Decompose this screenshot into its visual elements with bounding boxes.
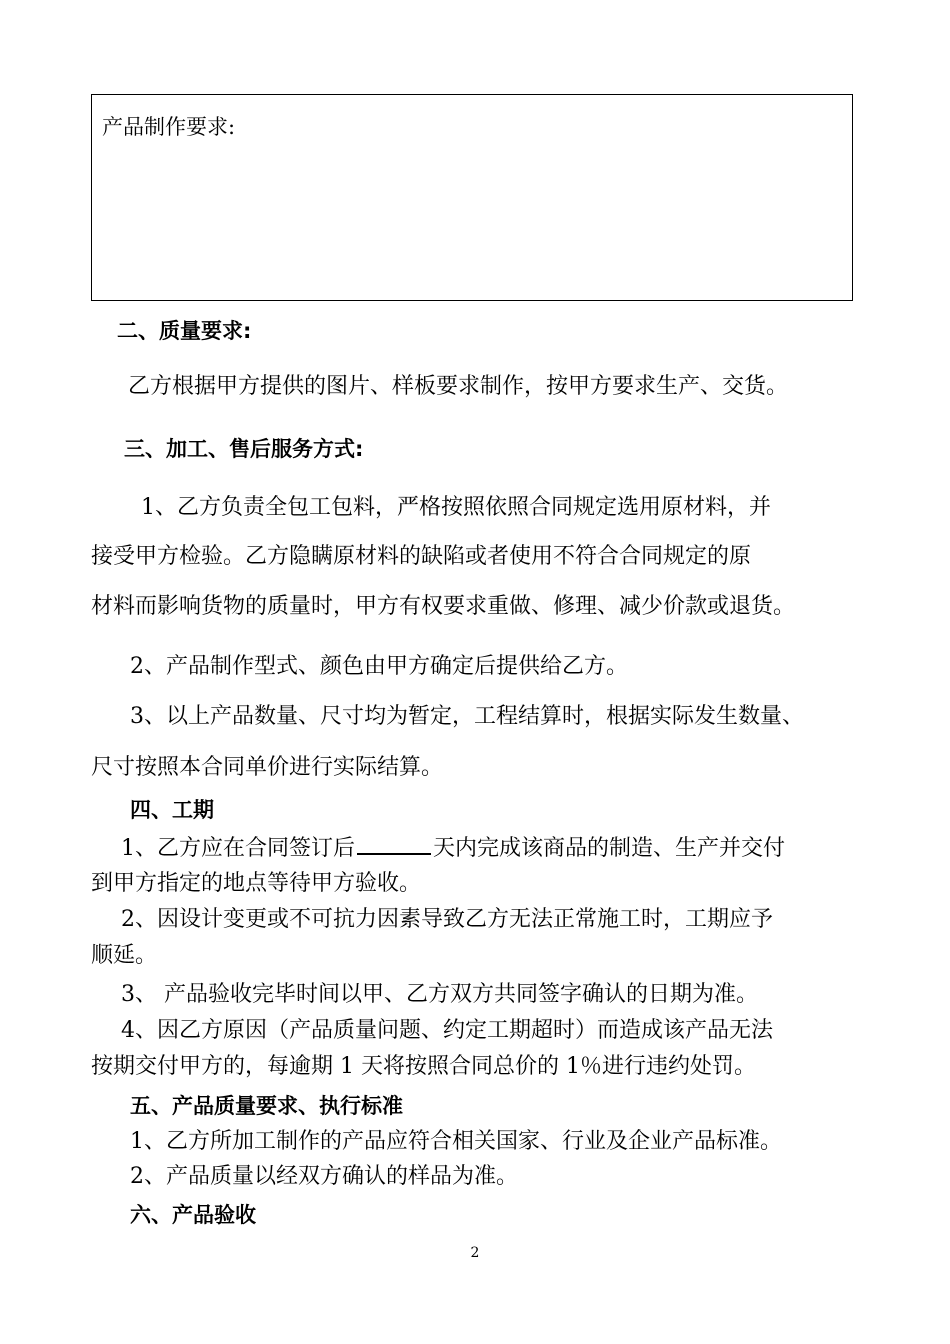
section-4-item-2-line-2: 顺延。	[91, 943, 158, 968]
section-4-item-4-line-1: 4、因乙方原因（产品质量问题、约定工期超时）而造成该产品无法	[121, 1018, 773, 1043]
section-4-heading: 四、工期	[130, 798, 214, 822]
page-number: 2	[470, 1245, 480, 1261]
section-3-item-3-line-1: 3、以上产品数量、尺寸均为暂定，工程结算时，根据实际发生数量、	[130, 704, 804, 729]
section-4-item-4-line-2: 按期交付甲方的，每逾期 1 天将按照合同总价的 1％进行违约处罚。	[91, 1054, 756, 1079]
product-requirements-box	[91, 94, 853, 301]
section-4-item-1-text-b: 天内完成该商品的制造、生产并交付	[433, 836, 786, 861]
section-3-item-1-line-1: 1、乙方负责全包工包料，严格按照依照合同规定选用原材料，并	[141, 495, 771, 520]
section-5-item-2: 2、产品质量以经双方确认的样品为准。	[130, 1164, 518, 1189]
days-blank-field	[357, 835, 431, 855]
section-3-heading: 三、加工、售后服务方式:	[124, 437, 364, 461]
product-requirements-label: 产品制作要求:	[102, 115, 236, 139]
section-4-item-1-line-2: 到甲方指定的地点等待甲方验收。	[91, 871, 422, 896]
section-4-item-3: 3、 产品验收完毕时间以甲、乙方双方共同签字确认的日期为准。	[121, 982, 758, 1007]
section-2-heading: 二、质量要求:	[117, 319, 252, 343]
section-6-heading: 六、产品验收	[130, 1203, 256, 1227]
section-4-item-1-text-a: 1、乙方应在合同签订后	[121, 836, 355, 861]
section-3-item-2: 2、产品制作型式、颜色由甲方确定后提供给乙方。	[130, 654, 628, 679]
section-3-item-3-line-2: 尺寸按照本合同单价进行实际结算。	[91, 755, 444, 780]
section-5-item-1: 1、乙方所加工制作的产品应符合相关国家、行业及企业产品标准。	[130, 1129, 782, 1154]
section-4-item-2-line-1: 2、因设计变更或不可抗力因素导致乙方无法正常施工时，工期应予	[121, 907, 773, 932]
section-2-paragraph: 乙方根据甲方提供的图片、样板要求制作，按甲方要求生产、交货。	[128, 374, 789, 399]
section-3-item-1-line-2: 接受甲方检验。乙方隐瞒原材料的缺陷或者使用不符合合同规定的原	[91, 544, 752, 569]
section-5-heading: 五、产品质量要求、执行标准	[130, 1094, 403, 1118]
section-4-item-1-line-1	[121, 835, 785, 862]
section-3-item-1-line-3: 材料而影响货物的质量时，甲方有权要求重做、修理、减少价款或退货。	[91, 594, 796, 619]
